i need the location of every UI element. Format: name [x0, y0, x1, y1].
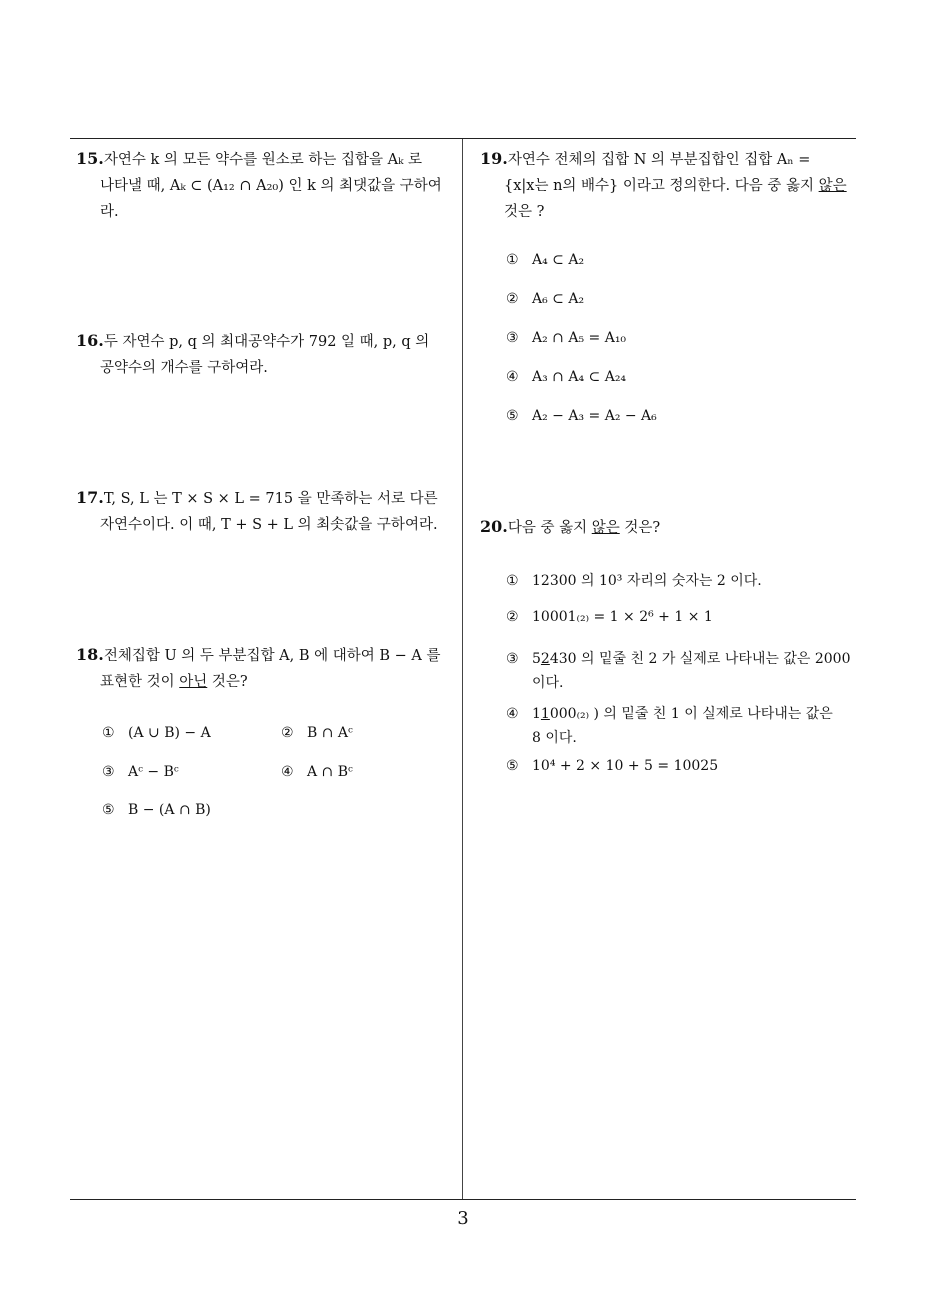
option-3[interactable]	[506, 330, 626, 346]
option-mark: ⑤	[102, 802, 115, 818]
option-text: A₆ ⊂ A₂	[532, 291, 585, 307]
problem-20	[480, 514, 860, 541]
option-1[interactable]	[506, 252, 584, 268]
problem-text: 것은?	[619, 520, 661, 536]
option-5[interactable]	[506, 758, 718, 774]
option-mark: ⑤	[506, 758, 519, 774]
option-5[interactable]	[506, 408, 657, 424]
option-1[interactable]	[506, 570, 762, 590]
problem-text: 자연수 전체의 집합 N 의 부분집합인 집합 Aₙ =	[507, 152, 811, 168]
problem-number: 20.	[480, 517, 508, 536]
option-mark: ④	[281, 764, 294, 780]
option-mark: ②	[281, 725, 294, 741]
option-4[interactable]	[506, 369, 626, 385]
option-mark: ③	[102, 764, 115, 780]
problem-18	[76, 642, 458, 695]
underlined-word: 아닌	[179, 674, 208, 690]
option-mark: ②	[506, 609, 519, 625]
option-2[interactable]	[506, 291, 584, 307]
problem-number: 17.	[76, 488, 104, 507]
option-text: 8 이다.	[532, 730, 577, 746]
problem-text: 것은 ?	[504, 204, 545, 220]
option-text: 5	[532, 651, 541, 667]
problem-17	[76, 485, 458, 538]
option-2[interactable]	[281, 725, 353, 741]
underlined-digit: 1	[540, 706, 550, 722]
option-text: A ∩ Bᶜ	[307, 764, 353, 780]
problem-text: 전체집합 U 의 두 부분집합 A, B 에 대하여 B − A 를	[103, 648, 441, 664]
option-4[interactable]	[506, 703, 833, 747]
top-rule	[70, 138, 856, 139]
problem-number: 19.	[480, 149, 508, 168]
option-text: 10001₍₂₎ = 1 × 2⁶ + 1 × 1	[532, 609, 713, 625]
option-3[interactable]	[506, 648, 851, 692]
problem-text: 자연수이다. 이 때, T + S + L 의 최솟값을 구하여라.	[100, 517, 438, 533]
option-mark: ⑤	[506, 408, 519, 424]
option-mark: ④	[506, 706, 519, 722]
option-text: A₂ − A₃ = A₂ − A₆	[532, 408, 657, 424]
option-mark: ②	[506, 291, 519, 307]
option-4[interactable]	[281, 764, 353, 780]
underlined-word: 않은	[818, 178, 847, 194]
problem-text: 라.	[100, 204, 119, 220]
option-text: A₂ ∩ A₅ = A₁₀	[532, 330, 627, 346]
problem-text: 공약수의 개수를 구하여라.	[100, 360, 268, 376]
option-mark: ①	[506, 252, 519, 268]
option-3[interactable]	[102, 764, 179, 780]
option-mark: ①	[506, 573, 519, 589]
option-text: (A ∪ B) − A	[128, 725, 211, 741]
bottom-rule	[70, 1199, 856, 1200]
option-text: B ∩ Aᶜ	[307, 725, 353, 741]
problem-text: 것은?	[207, 674, 248, 690]
option-text: A₃ ∩ A₄ ⊂ A₂₄	[532, 369, 627, 385]
option-mark: ③	[506, 651, 519, 667]
problem-text: 자연수 k 의 모든 약수를 원소로 하는 집합을 Aₖ 로	[103, 152, 422, 168]
option-text: Aᶜ − Bᶜ	[128, 764, 179, 780]
option-text: 10⁴ + 2 × 10 + 5 = 10025	[532, 758, 719, 774]
problem-text: 표현한 것이	[100, 674, 180, 690]
underlined-word: 않은	[591, 520, 620, 536]
problem-text: T, S, L 는 T × S × L = 715 을 만족하는 서로 다른	[103, 491, 438, 507]
problem-number: 15.	[76, 149, 104, 168]
column-divider	[462, 139, 463, 1199]
option-1[interactable]	[102, 725, 211, 741]
option-text: 430 의 밑줄 친 2 가 실제로 나타내는 값은 2000	[549, 651, 851, 667]
option-mark: ①	[102, 725, 115, 741]
page-number: 3	[457, 1208, 469, 1229]
option-text: B − (A ∩ B)	[128, 802, 211, 818]
problem-number: 16.	[76, 331, 104, 350]
underlined-digit: 2	[540, 651, 550, 667]
problem-15	[76, 146, 458, 225]
problem-19	[480, 146, 860, 225]
option-2[interactable]	[506, 609, 713, 625]
problem-text: 두 자연수 p, q 의 최대공약수가 792 일 때, p, q 의	[103, 334, 430, 350]
option-text: 1	[532, 706, 541, 722]
option-mark: ④	[506, 369, 519, 385]
problem-text: 나타낼 때, Aₖ ⊂ (A₁₂ ∩ A₂₀) 인 k 의 최댓값을 구하여	[100, 178, 442, 194]
option-mark: ③	[506, 330, 519, 346]
problem-16	[76, 328, 458, 381]
option-text: 000₍₂₎ ) 의 밑줄 친 1 이 실제로 나타내는 값은	[549, 706, 833, 722]
option-5[interactable]	[102, 802, 211, 818]
option-text: 이다.	[532, 675, 564, 691]
problem-number: 18.	[76, 645, 104, 664]
problem-text: {x|x는 n의 배수} 이라고 정의한다. 다음 중 옳지	[504, 178, 819, 194]
problem-text: 다음 중 옳지	[507, 520, 592, 536]
option-text: 12300 의 10³ 자리의 숫자는 2 이다.	[532, 573, 762, 589]
option-text: A₄ ⊂ A₂	[532, 252, 585, 268]
